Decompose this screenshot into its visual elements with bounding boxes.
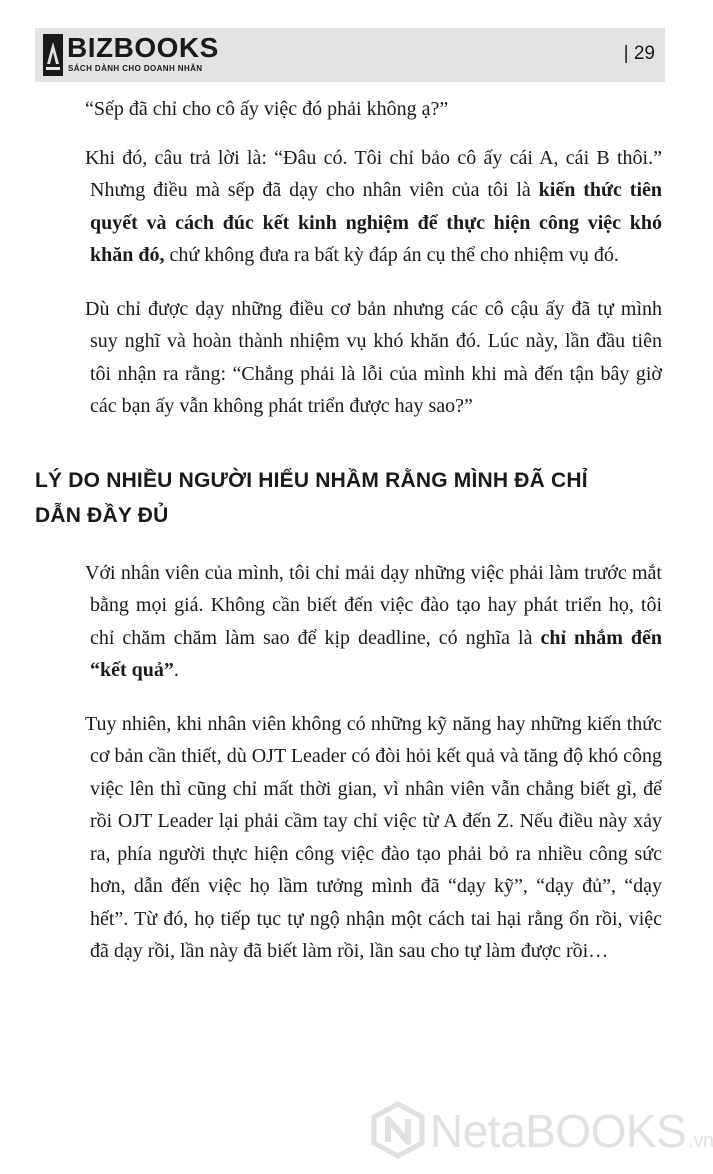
- paragraph-2-text-end: chứ không đưa ra bất kỳ đáp án cụ thể cho nhiệm vụ đó.: [164, 244, 619, 266]
- netabooks-logo-icon: [372, 1102, 424, 1158]
- paragraph-2-bold: kiến thức tiên quyết và cách đúc kết kinh nghiệm để thực hiện công việc khó khăn đó,: [90, 179, 662, 266]
- paragraph-5: Tuy nhiên, khi nhân viên không có những kỹ năng hay những kiến thức cơ bản cần thiết, dù OJT Leader có đòi hỏi kết quả và tăng độ khó công việc lên thì cũng chỉ mất thời gian, vì nhân viên vẫn chẳng biết gì, để rồi OJT Leader lại phải cầm tay chỉ việc từ A đến Z. Nếu điều này xảy ra, phía người thực hiện công việc đào tạo phải bỏ ra nhiều công sức hơn, dẫn đến việc họ lầm tưởng mình đã “dạy kỹ”, “dạy đủ”, “dạy hết”. Từ đó, họ tiếp tục tự ngộ nhận một cách tai hại rằng ổn rồi, việc đã dạy rồi, lần này đã biết làm rồi, lần sau cho tự làm được rồi…: [85, 712, 662, 962]
- brand-name: BIZBOOKS: [67, 32, 219, 63]
- paragraph-4-bold: chỉ nhắm đến “kết quả”: [90, 626, 662, 681]
- paragraph-3: Dù chỉ được dạy những điều cơ bản nhưng các cô cậu ấy đã tự mình suy nghĩ và hoàn thành nhiệm vụ khó khăn đó. Lúc này, lần đầu tiên tôi nhận ra rằng: “Chẳng phải là lỗi của mình khi mà đến tận bây giờ các bạn ấy vẫn không phát triển được hay sao?”: [85, 297, 662, 417]
- paragraph-4-text: Với nhân viên của mình, tôi chỉ mải dạy những việc phải làm trước mắt bằng mọi giá. Không cần biết đến việc đào tạo hay phát triển họ, tôi chỉ chăm chăm làm sao để kịp deadline, có nghĩa là: [85, 561, 662, 649]
- watermark-text: [430, 1104, 713, 1168]
- bizbooks-logo-icon: [43, 34, 63, 76]
- netabooks-watermark: [372, 1098, 713, 1162]
- brand-tagline: SÁCH DÀNH CHO DOANH NHÂN: [68, 64, 203, 73]
- page-header: [35, 28, 665, 82]
- watermark-suffix: .vn: [688, 1130, 713, 1152]
- paragraph-4: [85, 557, 662, 687]
- paragraph-1: “Sếp đã chỉ cho cô ấy việc đó phải không ạ?”: [85, 98, 449, 120]
- section-heading: LÝ DO NHIỀU NGƯỜI HIỂU NHẦM RẰNG MÌNH ĐÃ CHỈ DẪN ĐẦY ĐỦ: [35, 468, 588, 527]
- watermark-brand: NetaBOOKS: [430, 1105, 687, 1157]
- page-body: [35, 93, 662, 989]
- paragraph-2-text: Khi đó, câu trả lời là: “Đâu có. Tôi chỉ bảo cô ấy cái A, cái B thôi.” Nhưng điều mà sếp đã dạy cho nhân viên của tôi là: [85, 146, 662, 201]
- paragraph-2: [85, 142, 662, 272]
- paragraph-4-text-end: .: [173, 659, 179, 681]
- page-number: | 29: [623, 43, 655, 64]
